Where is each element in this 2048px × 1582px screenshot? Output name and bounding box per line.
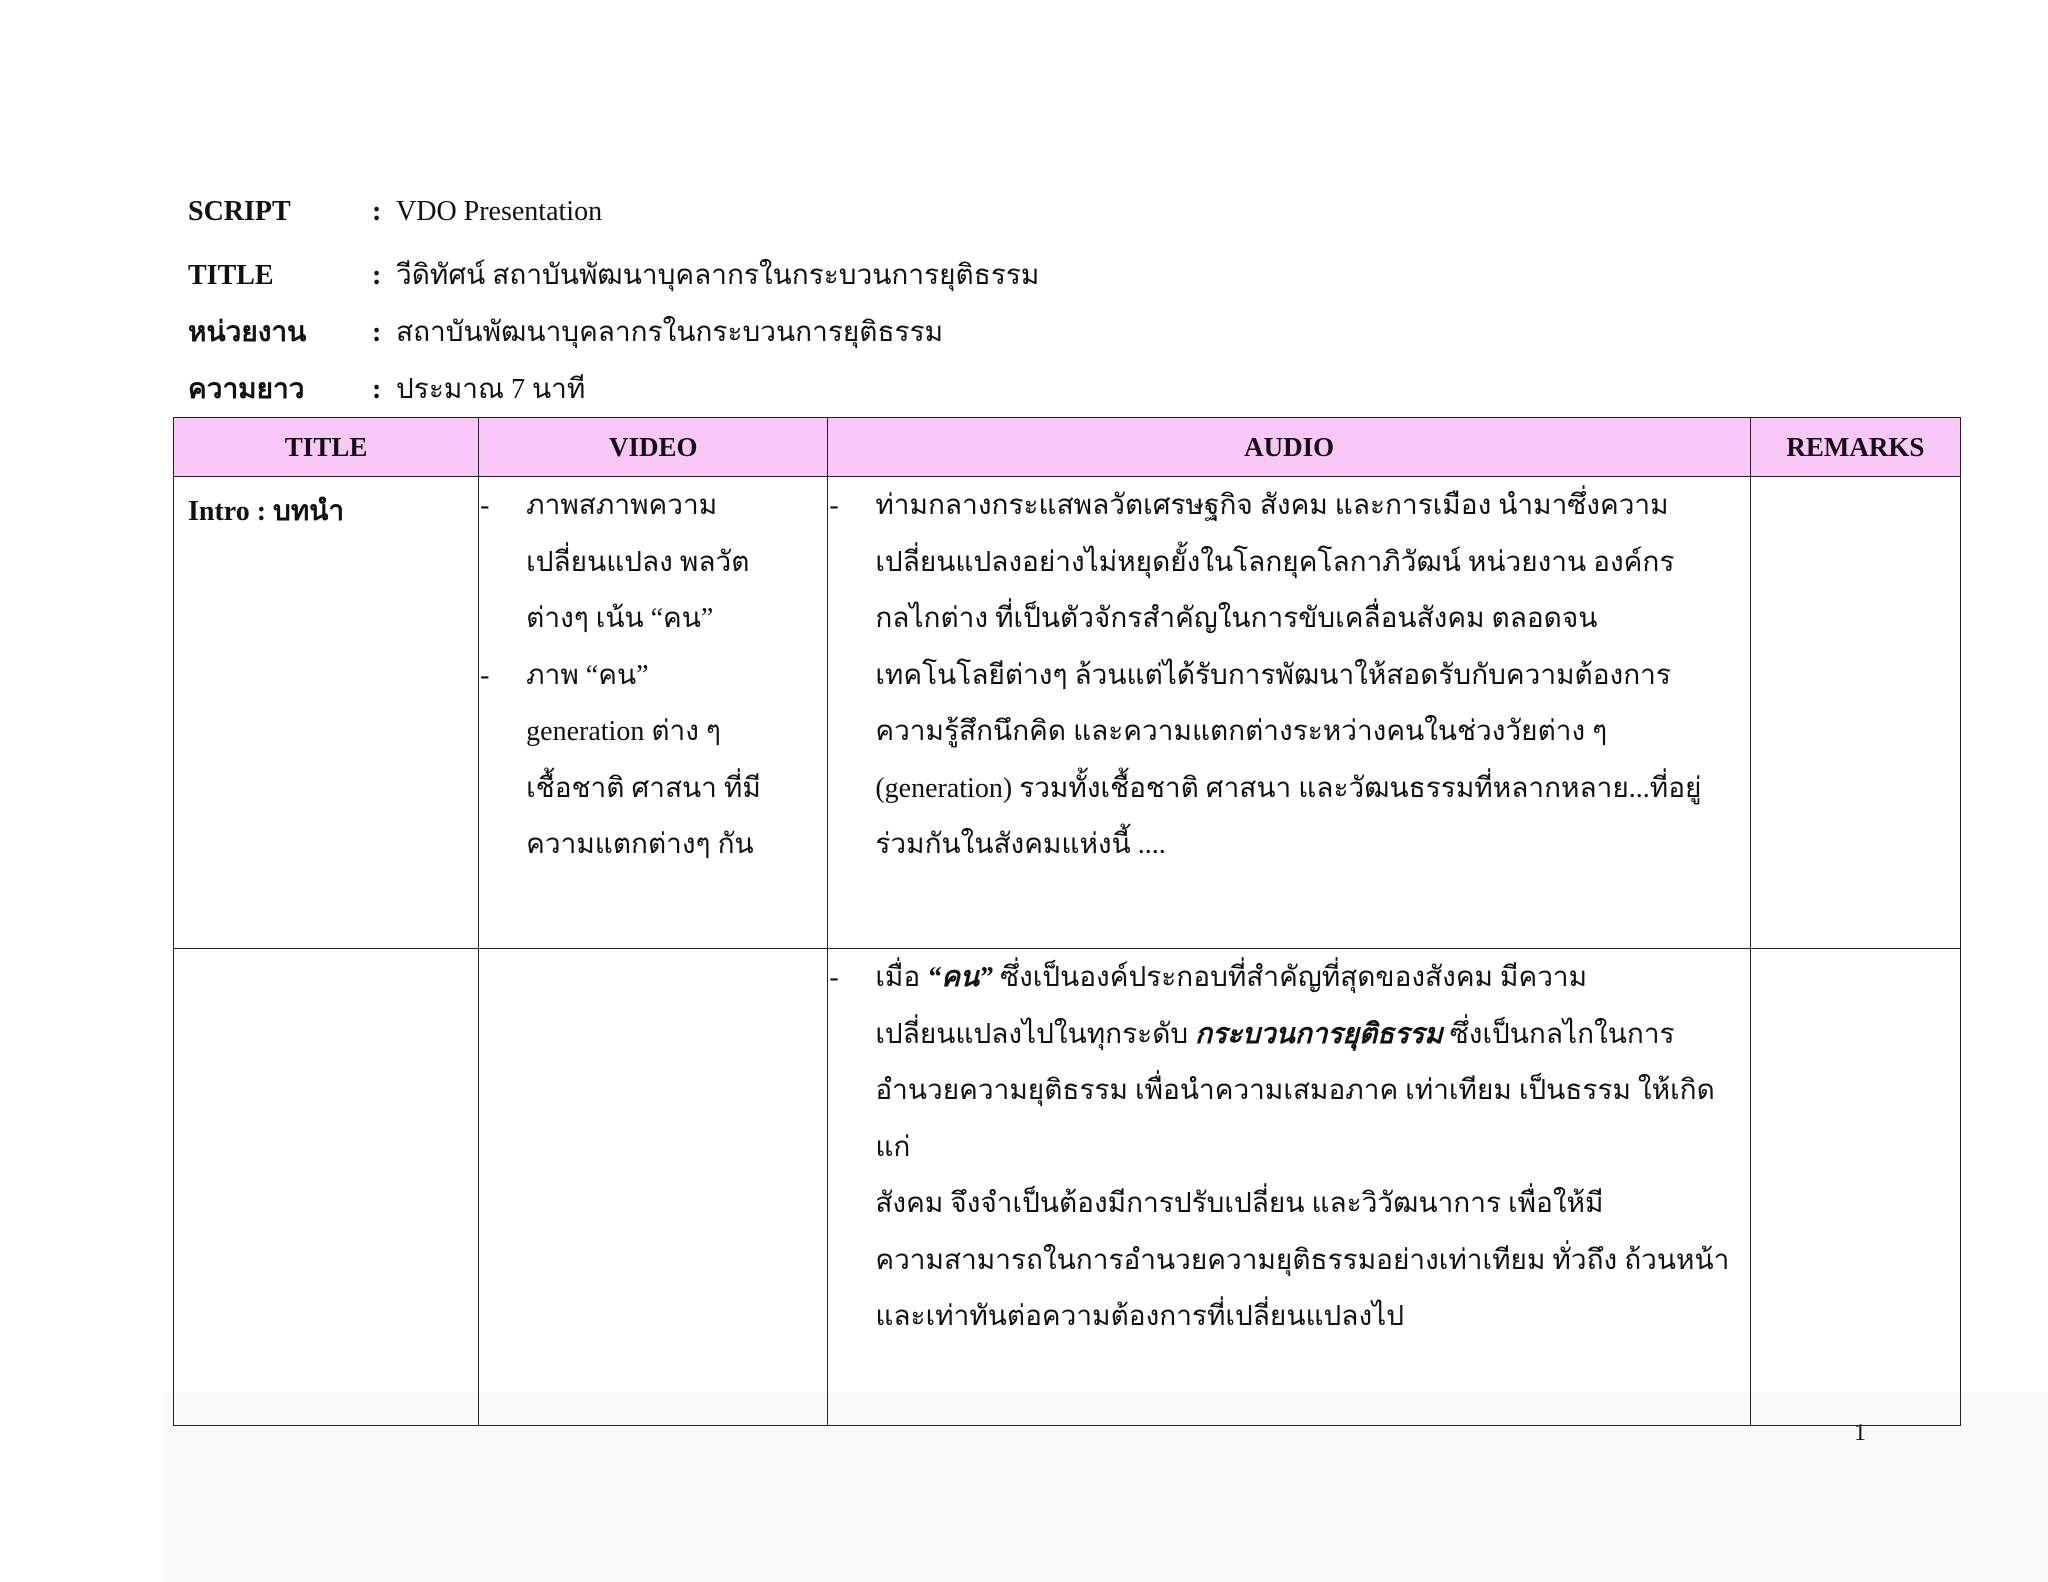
audio-list [829,478,1749,874]
audio-line [875,1007,1749,1064]
audio-item [829,478,1749,874]
meta-script-label: SCRIPT [188,196,291,227]
audio-text: ซึ่งเป็นกลไกในการ [1442,1018,1675,1050]
audio-list [829,950,1749,1346]
audio-line: เทคโนโลยีต่างๆ ล้วนแต่ได้รับการพัฒนาให้สอดรับกับความต้องการ [875,659,1671,691]
table-row [174,949,1961,1426]
dash-mark: - [480,659,490,691]
video-list [480,478,826,874]
audio-text: เปลี่ยนแปลงไปในทุกระดับ [875,1018,1196,1050]
audio-line: อำนวยความยุติธรรม เพื่อนำความเสมอภาค เท่าเทียม เป็นธรรม ให้เกิดแก่ [875,1075,1715,1163]
dash-mark: - [829,962,839,993]
dash-mark: - [829,490,839,521]
meta-duration-value: ประมาณ 7 นาที [396,374,586,405]
audio-line: ร่วมกันในสังคมแห่งนี้ .... [875,829,1166,860]
meta-colon: : [372,260,382,291]
meta-title-value: วีดิทัศน์ สถาบันพัฒนาบุคลากรในกระบวนการยุติธรรม [396,260,1040,291]
page-number: 1 [1854,1420,1866,1446]
meta-colon: : [372,317,382,348]
audio-line: และเท่าทันต่อความต้องการที่เปลี่ยนแปลงไป [875,1301,1404,1332]
meta-agency-label: หน่วยงาน [188,317,307,348]
row-remarks [1750,949,1960,1426]
header-remarks: REMARKS [1750,418,1960,477]
meta-title-row [188,253,1039,310]
dash-mark: - [480,490,490,521]
audio-emphasis: “คน” [927,962,994,993]
video-line: ต่างๆ เน้น “คน” [526,603,714,634]
meta-script-value: VDO Presentation [396,196,603,227]
meta-colon: : [372,374,382,405]
row-video [479,949,828,1426]
row-title: Intro : บทนำ [174,477,479,949]
video-line: ความแตกต่างๆ กัน [526,829,754,860]
meta-title-label: TITLE [188,260,274,291]
script-header [188,196,1039,424]
video-item [480,478,826,648]
meta-agency-value: สถาบันพัฒนาบุคลากรในกระบวนการยุติธรรม [396,317,944,348]
audio-line: กลไกต่าง ที่เป็นตัวจักรสำคัญในการขับเคลื่อนสังคม ตลอดจน [875,603,1598,634]
meta-script-row [188,196,1039,253]
video-line: ภาพ “คน” [526,659,649,691]
meta-colon: : [372,196,382,227]
row-title [174,949,479,1426]
video-line: generation ต่าง ๆ [526,716,721,747]
header-title: TITLE [174,418,479,477]
audio-line: สังคม จึงจำเป็นต้องมีการปรับเปลี่ยน และวิวัฒนาการ เพื่อให้มี [875,1188,1604,1219]
script-table [173,417,1961,1426]
video-line: เชื้อชาติ ศาสนา ที่มี [526,772,761,804]
header-video: VIDEO [479,418,828,477]
audio-line: เปลี่ยนแปลงอย่างไม่หยุดยั้งในโลกยุคโลกาภิวัฒน์ หน่วยงาน องค์กร [875,546,1675,578]
audio-emphasis: กระบวนการยุติธรรม [1195,1018,1443,1050]
meta-agency-row [188,310,1039,367]
row-audio [828,477,1751,949]
row-remarks [1750,477,1960,949]
video-line: เปลี่ยนแปลง พลวัต [526,546,750,578]
table-header-row [174,418,1961,477]
audio-text: เมื่อ [875,962,928,993]
audio-line: ความรู้สึกนึกคิด และความแตกต่างระหว่างคนในช่วงวัยต่าง ๆ [875,716,1608,747]
video-item [480,648,826,874]
audio-item [829,950,1749,1346]
video-line: ภาพสภาพความ [526,490,718,521]
table-row [174,477,1961,949]
row-video [479,477,828,949]
audio-line: ความสามารถในการอำนวยความยุติธรรมอย่างเท่าเทียม ทั่วถึง ถ้วนหน้า [875,1244,1730,1276]
header-audio: AUDIO [828,418,1751,477]
meta-duration-row [188,367,1039,424]
row-audio [828,949,1751,1426]
audio-line: (generation) รวมทั้งเชื้อชาติ ศาสนา และวัฒนธรรมที่หลากหลาย...ที่อยู่ [875,772,1702,804]
audio-line [875,950,1749,1007]
meta-duration-label: ความยาว [188,374,305,405]
audio-line: ท่ามกลางกระแสพลวัตเศรษฐกิจ สังคม และการเมือง นำมาซึ่งความ [875,490,1669,521]
audio-text: ซึ่งเป็นองค์ประกอบที่สำคัญที่สุดของสังคม มีความ [993,962,1588,993]
